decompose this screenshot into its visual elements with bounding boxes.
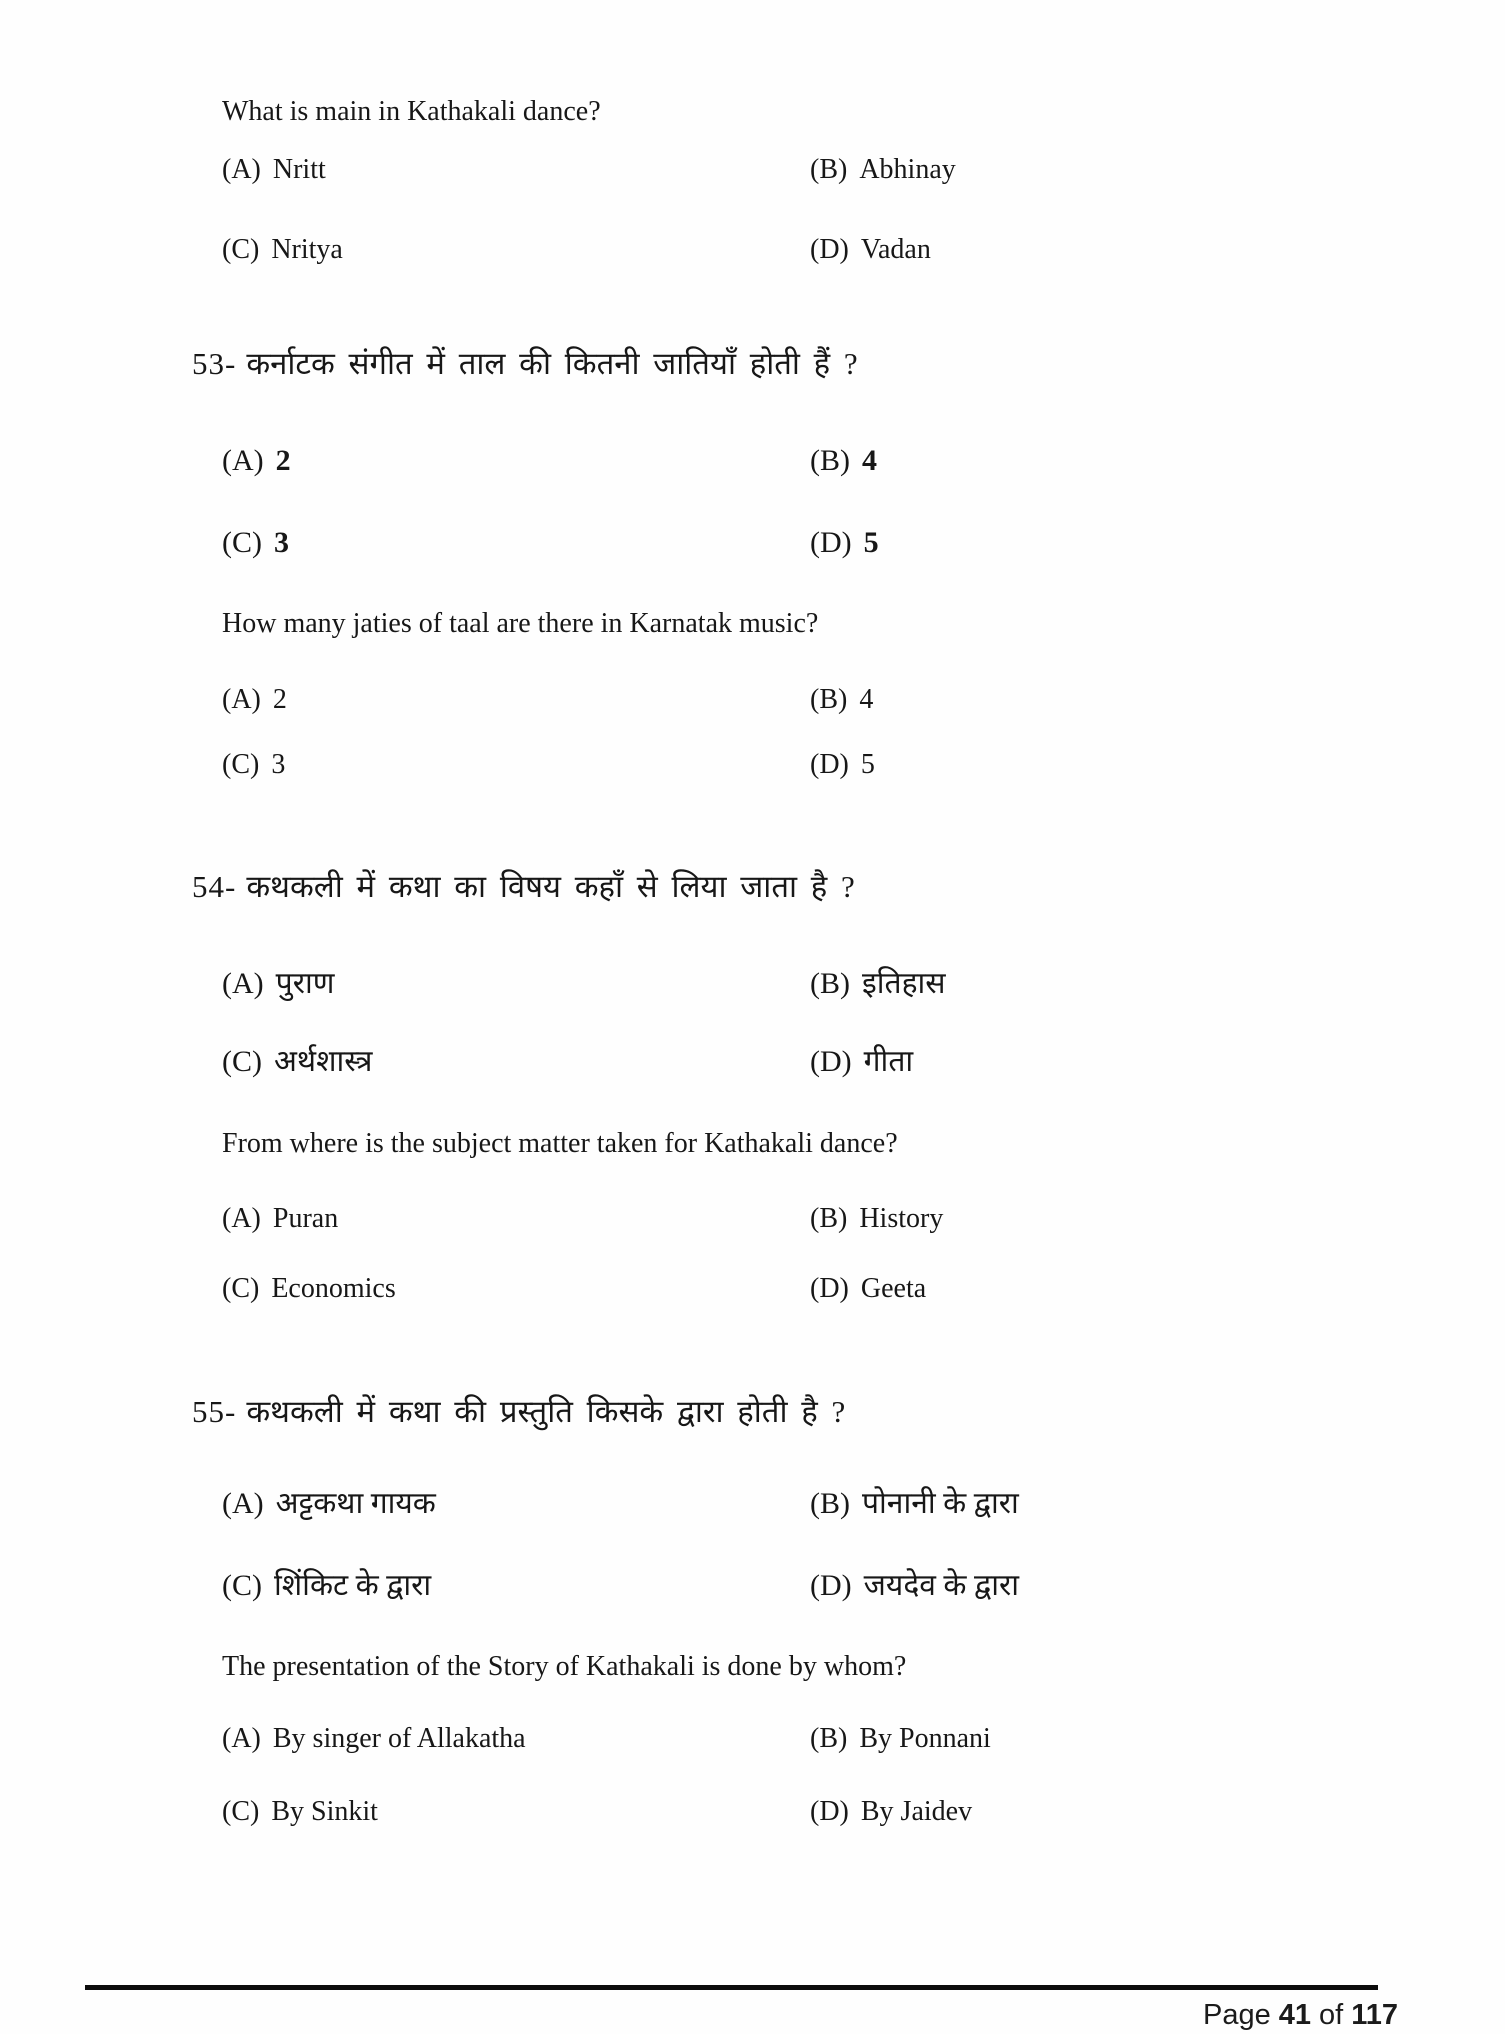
option-text: Vadan [860, 234, 931, 265]
page-number: 41 [1278, 1999, 1311, 2031]
option-label: (B) [810, 967, 850, 1000]
option-55-en-B [810, 1723, 991, 1755]
option-label: (D) [810, 1796, 849, 1827]
of-word: of [1319, 1999, 1344, 2031]
option-54-hi-D [810, 1039, 913, 1080]
option-text: अर्थशास्त्र [274, 1045, 373, 1078]
option-label: (B) [810, 154, 848, 185]
option-text: 5 [860, 749, 875, 780]
question-55-english: The presentation of the Story of Kathakali is done by whom? [222, 1651, 907, 1682]
option-label: (D) [810, 1273, 849, 1304]
option-text: पोनानी के द्वारा [862, 1487, 1019, 1520]
option-label: (D) [810, 526, 852, 559]
option-text: 2 [272, 684, 287, 715]
option-53-hi-C [222, 526, 289, 560]
option-label: (A) [222, 684, 261, 715]
page-indicator [1203, 1999, 1398, 2032]
option-54-en-D [810, 1273, 926, 1305]
option-text: By Ponnani [859, 1723, 991, 1754]
page-word: Page [1203, 1999, 1271, 2031]
option-55-en-D [810, 1796, 972, 1828]
option-text: By Sinkit [271, 1796, 378, 1827]
option-text: अट्टकथा गायक [275, 1487, 436, 1520]
option-label: (B) [810, 684, 848, 715]
option-text: 3 [274, 526, 289, 559]
option-label: (D) [810, 749, 849, 780]
question-54-english: From where is the subject matter taken for Kathakali dance? [222, 1128, 898, 1159]
question-number: 55- [192, 1394, 237, 1429]
option-label: (C) [222, 1796, 260, 1827]
footer-divider-rule [85, 1985, 1378, 1990]
option-55-en-C [222, 1796, 378, 1828]
option-55-hi-A [222, 1481, 436, 1522]
option-text: जयदेव के द्वारा [863, 1569, 1020, 1602]
option-text: History [859, 1203, 944, 1234]
option-54-en-C [222, 1273, 396, 1305]
question-text-hindi: कथकली में कथा की प्रस्तुति किसके द्वारा होती है ? [246, 1394, 846, 1429]
option-text: Nritya [271, 234, 343, 265]
option-53-hi-A [222, 444, 291, 478]
option-53-hi-D [810, 526, 879, 560]
question-text-hindi: कर्नाटक संगीत में ताल की कितनी जातियाँ होती हैं ? [246, 346, 858, 381]
option-label: (A) [222, 967, 264, 1000]
question-53-hindi [192, 342, 858, 384]
option-label: (C) [222, 1569, 262, 1602]
option-text: 3 [271, 749, 286, 780]
option-label: (C) [222, 526, 262, 559]
option-53-en-B [810, 684, 873, 716]
question-text-hindi: कथकली में कथा का विषय कहाँ से लिया जाता है ? [246, 869, 855, 904]
option-53-en-C [222, 749, 285, 781]
option-text: Abhinay [859, 154, 956, 185]
option-label: (C) [222, 1273, 260, 1304]
option-54-hi-B [810, 961, 946, 1002]
option-text: Geeta [860, 1273, 927, 1304]
option-text: 4 [859, 684, 874, 715]
option-53-hi-B [810, 444, 877, 478]
option-54-hi-C [222, 1039, 373, 1080]
option-label: (C) [222, 749, 260, 780]
option-label: (C) [222, 234, 260, 265]
option-label: (B) [810, 1487, 850, 1520]
option-label: (A) [222, 154, 261, 185]
question-number: 54- [192, 869, 237, 904]
option-label: (D) [810, 1045, 852, 1078]
option-label: (A) [222, 1487, 264, 1520]
option-label: (B) [810, 1723, 848, 1754]
option-55-hi-D [810, 1563, 1019, 1604]
option-en-B [810, 154, 956, 186]
option-label: (D) [810, 1569, 852, 1602]
option-55-hi-C [222, 1563, 431, 1604]
option-53-en-A [222, 684, 287, 716]
option-54-en-B [810, 1203, 943, 1235]
total-pages: 117 [1351, 1999, 1398, 2031]
question-54-hindi [192, 865, 855, 907]
option-label: (A) [222, 1203, 261, 1234]
question-number: 53- [192, 346, 237, 381]
question-55-hindi [192, 1390, 845, 1432]
option-53-en-D [810, 749, 875, 781]
option-54-hi-A [222, 961, 334, 1002]
option-text: By singer of Allakatha [272, 1723, 526, 1754]
option-text: पुराण [275, 967, 335, 1000]
option-en-C [222, 234, 343, 266]
option-label: (A) [222, 444, 264, 477]
option-text: Economics [271, 1273, 396, 1304]
option-en-A [222, 154, 326, 186]
option-text: Nritt [272, 154, 326, 185]
option-text: गीता [863, 1045, 914, 1078]
question-text-english: What is main in Kathakali dance? [222, 96, 601, 127]
option-text: Puran [272, 1203, 339, 1234]
option-label: (B) [810, 444, 850, 477]
option-text: इतिहास [862, 967, 946, 1000]
option-55-hi-B [810, 1481, 1019, 1522]
option-label: (C) [222, 1045, 262, 1078]
question-53-english: How many jaties of taal are there in Karnatak music? [222, 608, 819, 639]
option-label: (A) [222, 1723, 261, 1754]
option-text: 5 [863, 526, 879, 559]
option-label: (D) [810, 234, 849, 265]
option-55-en-A [222, 1723, 526, 1755]
option-54-en-A [222, 1203, 338, 1235]
option-label: (B) [810, 1203, 848, 1234]
option-text: 4 [862, 444, 877, 477]
option-text: 2 [275, 444, 291, 477]
option-text: By Jaidev [860, 1796, 973, 1827]
option-en-D [810, 234, 931, 266]
option-text: शिंकिट के द्वारा [274, 1569, 432, 1602]
